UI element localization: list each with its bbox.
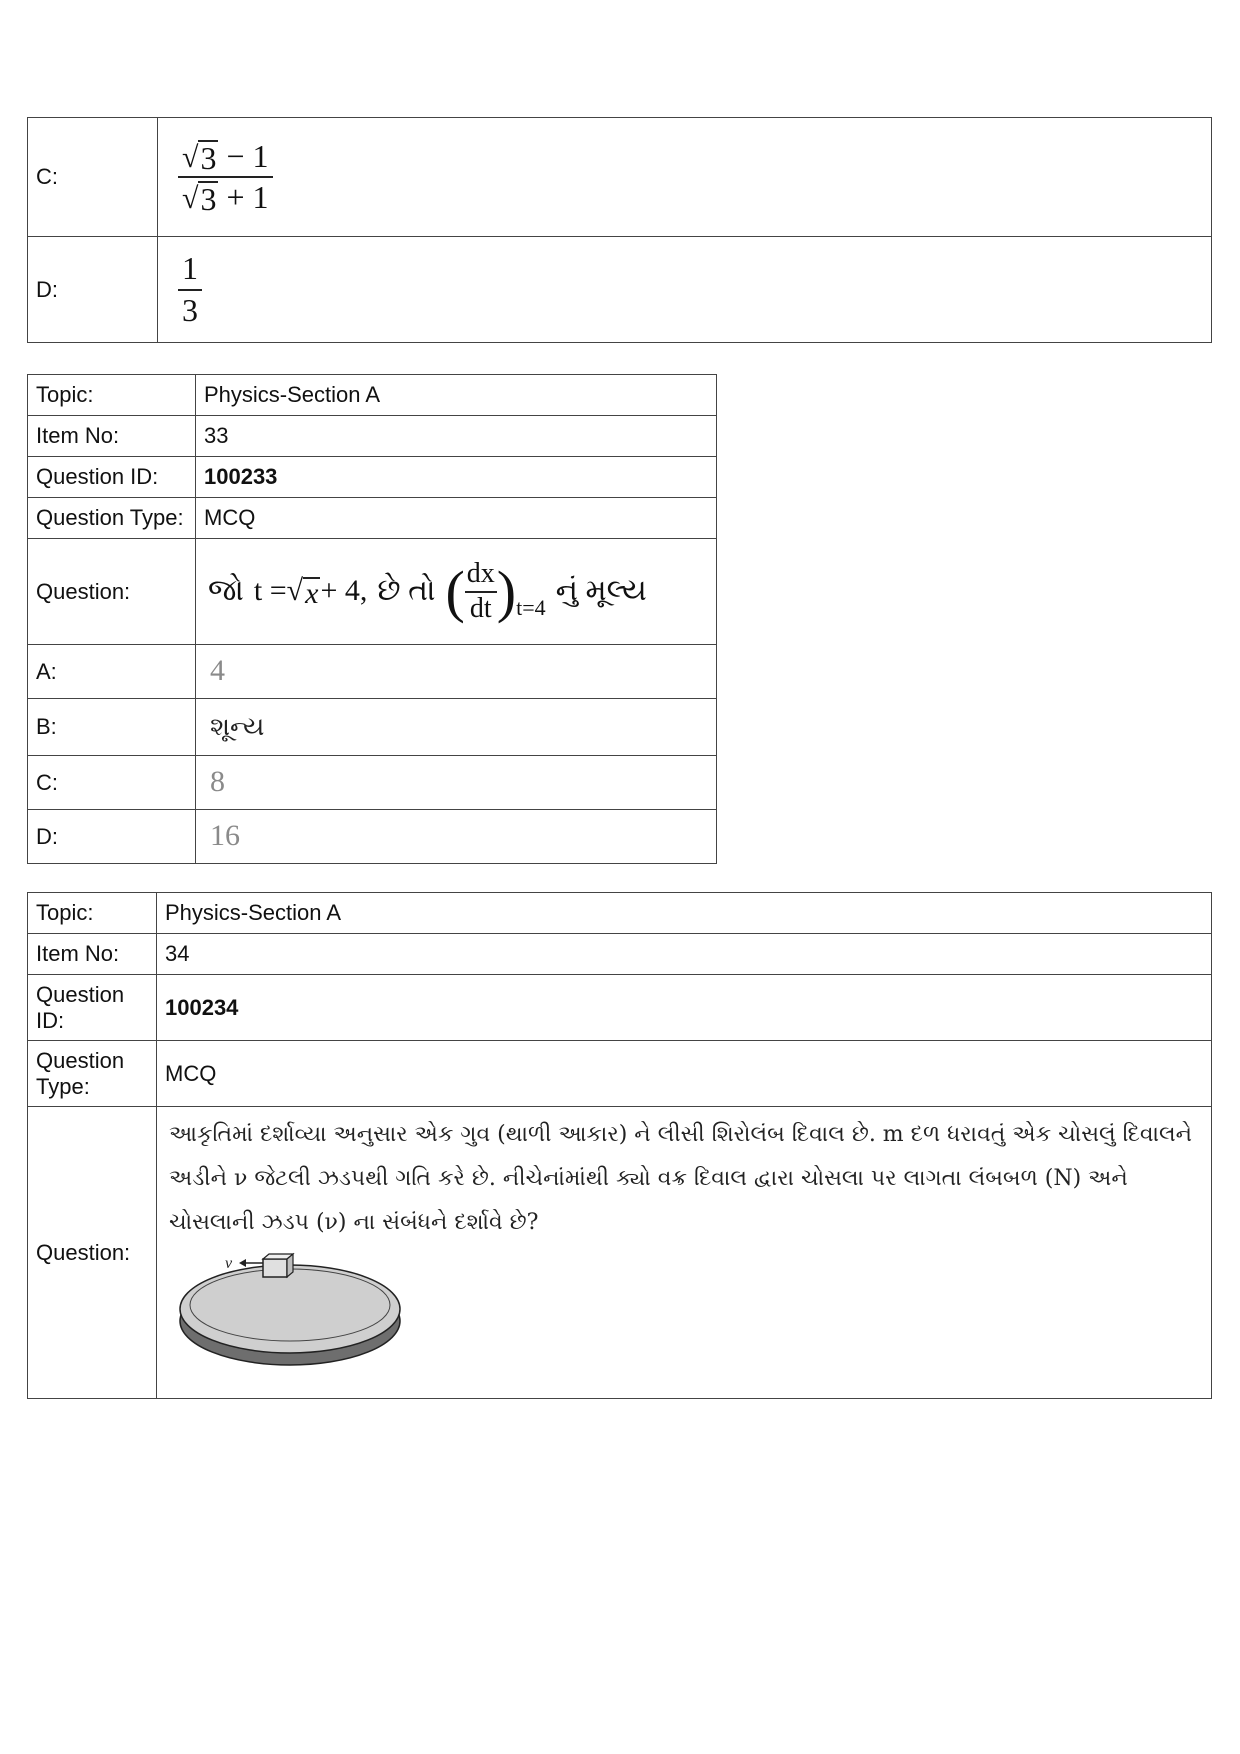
item-row: [28, 416, 717, 457]
option-row-b: [28, 699, 717, 756]
option-row-d: [28, 237, 1212, 343]
question-id-value: 100233: [196, 457, 717, 498]
option-value: 8: [196, 756, 717, 810]
option-label: D:: [28, 237, 158, 343]
question-label: Question:: [28, 539, 196, 645]
option-label: C:: [28, 756, 196, 810]
option-value: [158, 237, 1212, 343]
option-value: 16: [196, 810, 717, 864]
question-id-value: 100234: [157, 975, 1212, 1041]
derivative-fraction: dx dt: [466, 558, 495, 624]
option-label: D:: [28, 810, 196, 864]
question-type-value: MCQ: [196, 498, 717, 539]
option-value: [158, 118, 1212, 237]
question-type-row: [28, 498, 717, 539]
question-type-value: MCQ: [157, 1041, 1212, 1107]
option-row-d: [28, 810, 717, 864]
option-value: 4: [196, 645, 717, 699]
prev-options-table: [27, 117, 1212, 343]
item-value: 34: [157, 934, 1212, 975]
option-value: શૂન્ય: [196, 699, 717, 756]
option-label: A:: [28, 645, 196, 699]
option-label: B:: [28, 699, 196, 756]
topic-row: [28, 375, 717, 416]
question-row: [28, 1107, 1212, 1399]
question-row: [28, 539, 717, 645]
question-id-row: [28, 975, 1212, 1041]
option-row-c: [28, 118, 1212, 237]
question-type-label: Question Type:: [28, 1041, 157, 1107]
question-33-table: [27, 374, 717, 864]
velocity-label: ν: [225, 1255, 233, 1272]
question-prefix: જો: [208, 574, 244, 608]
disc-wall-figure: [175, 1249, 415, 1374]
option-row-c: [28, 756, 717, 810]
question-id-row: [28, 457, 717, 498]
topic-value: Physics-Section A: [157, 893, 1212, 934]
item-label: Item No:: [28, 416, 196, 457]
item-label: Item No:: [28, 934, 157, 975]
item-row: [28, 934, 1212, 975]
block-icon: [263, 1254, 293, 1277]
question-type-label: Question Type:: [28, 498, 196, 539]
question-label: Question:: [28, 1107, 157, 1399]
question-type-row: [28, 1041, 1212, 1107]
topic-label: Topic:: [28, 893, 157, 934]
item-value: 33: [196, 416, 717, 457]
question-34-table: [27, 892, 1212, 1399]
question-mid: છે તો: [377, 574, 436, 608]
option-label: C:: [28, 118, 158, 237]
question-id-label: Question ID:: [28, 457, 196, 498]
question-text: આકૃતિમાં દર્શાવ્યા અનુસાર એક ગુવ (થાળી આકાર) ને લીસી શિરોલંબ દિવાલ છે. m દળ ધરાવતું એક ચોસલું દિવાલને અડીને ν જેટલી ઝડપથી ગતિ કરે છે. નીચેનાંમાંથી ક્યો વક્ર દિવાલ દ્વારા ચોસલા પર લાગતા લંબબળ (N) અને ચોસલાની ઝડપ (ν) ના સંબંધને દર્શાવે છે?: [169, 1122, 1193, 1235]
question-id-label: Question ID:: [28, 975, 157, 1041]
topic-label: Topic:: [28, 375, 196, 416]
fraction-expression: √ 3 − 1 √ 3 + 1: [178, 139, 273, 215]
question-content: જો t = √ x + 4, છે તો ( dx dt ) t=4 નું મૂલ્ય: [196, 539, 717, 645]
fraction-expression: $\frac{1}{3}$: [178, 251, 202, 327]
topic-value: Physics-Section A: [196, 375, 717, 416]
option-row-a: [28, 645, 717, 699]
question-content: [157, 1107, 1212, 1399]
question-suffix: નું મૂલ્ય: [555, 574, 647, 608]
topic-row: [28, 893, 1212, 934]
